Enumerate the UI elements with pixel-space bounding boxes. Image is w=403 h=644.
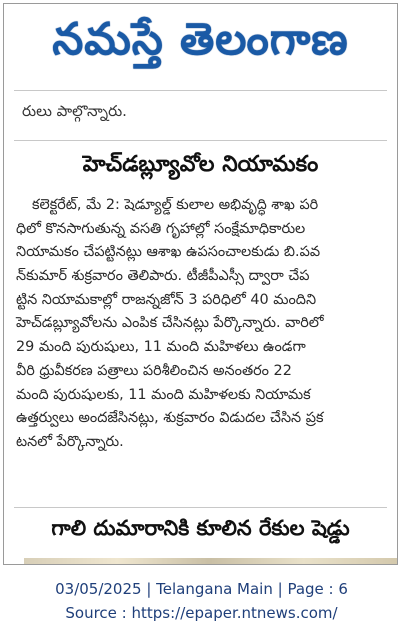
masthead-title: నమస్తే తెలంగాణ bbox=[52, 14, 349, 65]
masthead bbox=[4, 4, 397, 78]
article-headline: హెచ్‌డబ్ల్యూవోల నియామకం bbox=[82, 152, 319, 177]
previous-story-text: రులు పాల్గొన్నారు. bbox=[22, 102, 127, 120]
body-line: వీరి ధ్రువీకరణ పత్రాలు పరిశీలించిన అనంతరం 22 bbox=[16, 362, 292, 379]
body-line: టనలో పేర్కొన్నారు. bbox=[16, 433, 124, 450]
body-line: హెచ్‌డబ్ల్యూవోలను ఎంపిక చేసినట్లు పేర్కొన్నారు. వారిలో bbox=[16, 315, 324, 332]
body-line: ధిలో కొనసాగుతున్న వసతి గృహాల్లో సంక్షేమాధికారుల bbox=[16, 220, 306, 237]
body-line: ట్టిన నియామకాల్లో రాజన్నజోన్ 3 పరిధిలో 40 మందిని bbox=[16, 291, 317, 308]
previous-story-tail bbox=[22, 102, 127, 124]
footer-source: Source : https://epaper.ntnews.com/ bbox=[65, 604, 338, 622]
divider bbox=[14, 90, 387, 91]
body-line: నియామకం చేపట్టినట్లు ఆశాఖ ఉపసంచాలకుడు బి.పవ bbox=[16, 244, 321, 261]
article-body bbox=[16, 194, 398, 455]
photo-edge bbox=[24, 558, 397, 564]
newspaper-clipping bbox=[3, 3, 398, 565]
divider bbox=[14, 507, 387, 508]
divider bbox=[14, 140, 387, 141]
footer-date-edition: 03/05/2025 | Telangana Main | Page : 6 bbox=[55, 580, 348, 598]
body-line: మంది పురుషులకు, 11 మంది మహిళలకు నియామక bbox=[16, 386, 311, 403]
body-line: ఉత్తర్వులు అందజేసినట్లు, శుక్రవారం విడుదల చేసిన ప్రక bbox=[16, 410, 324, 427]
body-line: 29 మంది పురుషులు, 11 మంది మహిళలు ఉండగా bbox=[16, 339, 306, 356]
body-line: న్‌కుమార్ శుక్రవారం తెలిపారు. టీజీపీఎస్సీ ద్వారా చేప bbox=[16, 268, 310, 285]
body-line: కలెక్టరేట్, మే 2: షెడ్యూల్డ్ కులాల అభివృద్ధి శాఖ పరి bbox=[32, 197, 319, 213]
next-article-headline: గాలి దుమారానికి కూలిన రేకుల షెడ్డు bbox=[51, 516, 350, 540]
